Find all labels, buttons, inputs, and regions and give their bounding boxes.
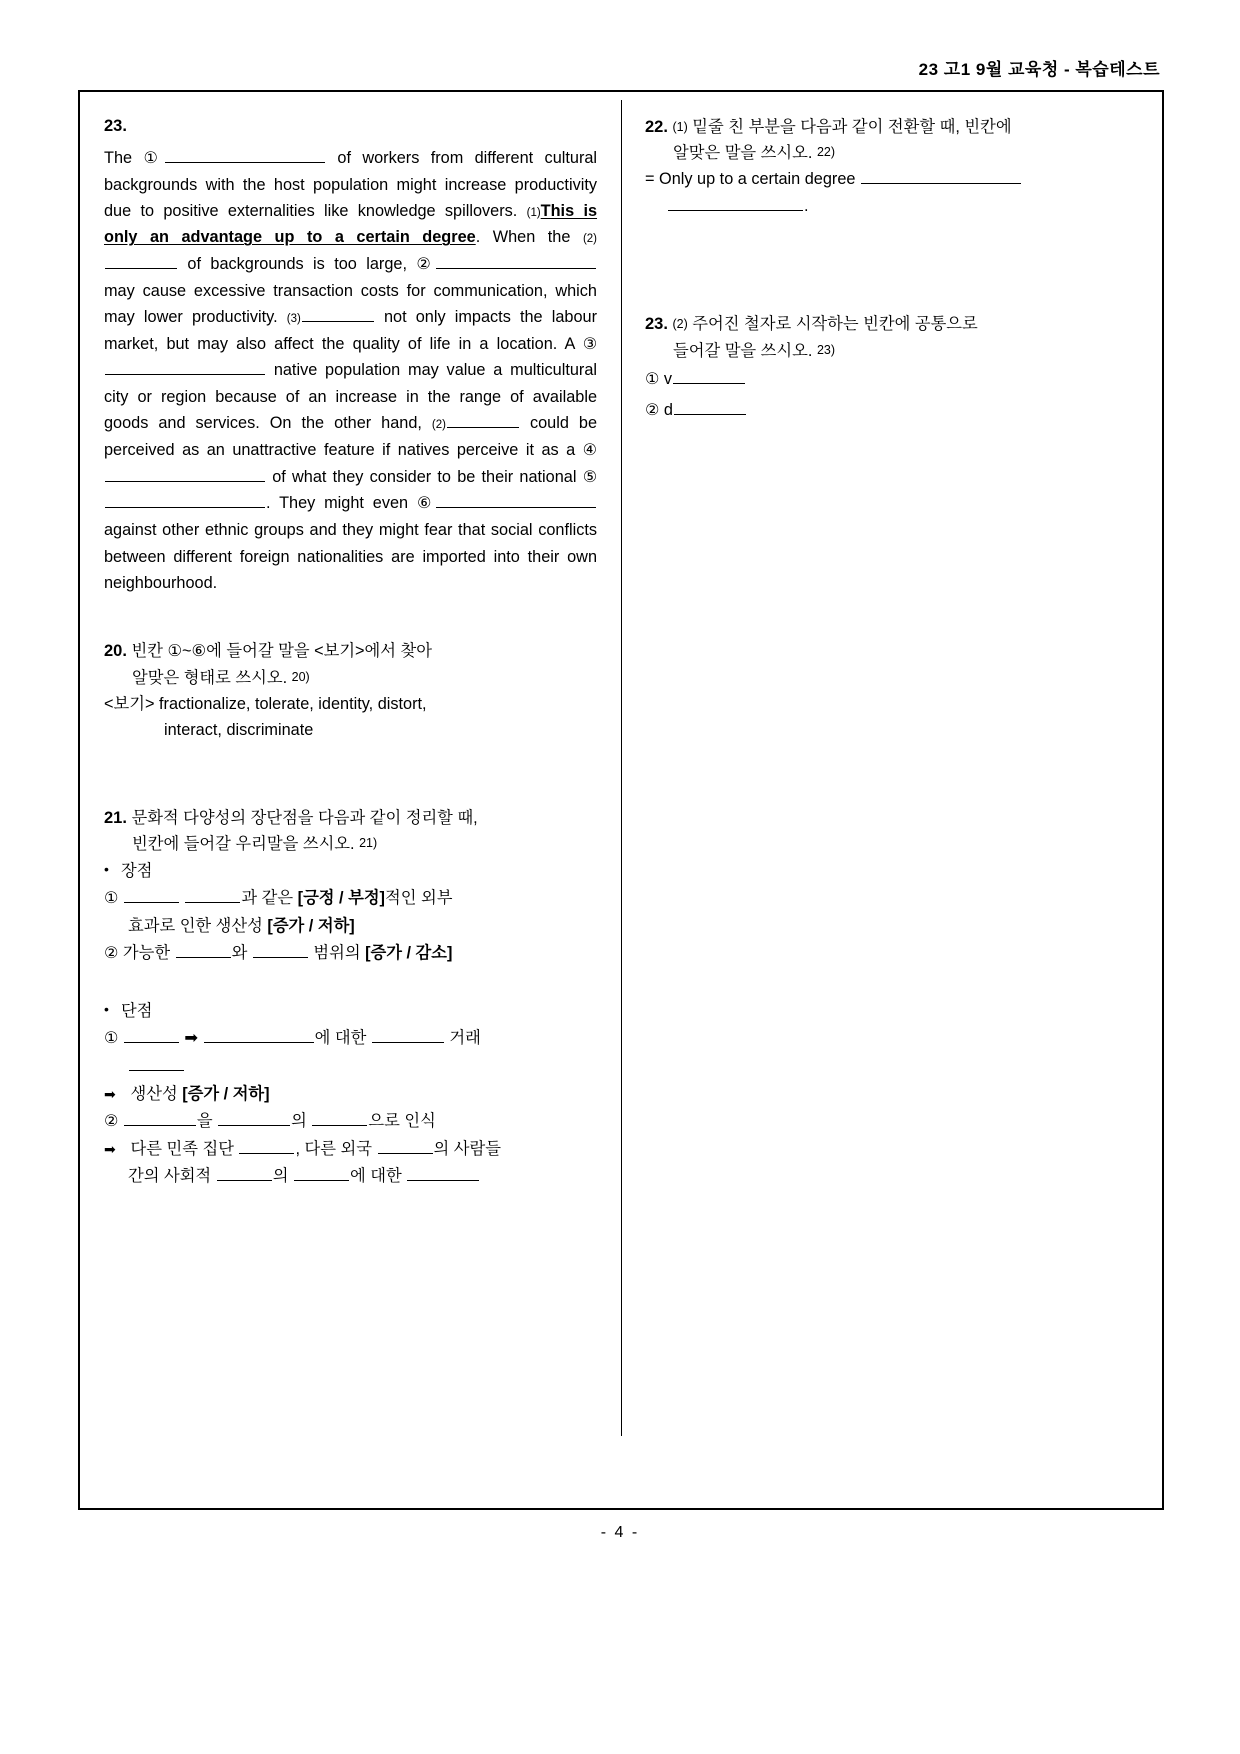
answer-blank-m2a[interactable] xyxy=(105,252,177,269)
answer-blank-6[interactable] xyxy=(436,491,596,508)
q23-answer-1-letter: v xyxy=(663,369,673,388)
cons-2-blank-f[interactable] xyxy=(217,1164,272,1181)
cons-2-text-f: 에 대한 xyxy=(349,1167,402,1186)
inline-marker-2b: (2) xyxy=(431,419,446,432)
question-23 xyxy=(645,311,1138,363)
pros-2-blank-b[interactable] xyxy=(253,941,308,958)
q22-answer-text: Only up to a certain degree xyxy=(659,170,856,189)
pros-item-2 xyxy=(104,940,597,968)
cons-2-blank-c[interactable] xyxy=(312,1109,367,1126)
passage-word-4: increase productivity due to positive externalities like xyxy=(104,175,597,221)
answer-blank-1[interactable] xyxy=(165,146,325,163)
q21-cons-group xyxy=(104,998,597,1191)
q23-answer-row-1 xyxy=(645,364,1138,396)
passage-word-15: native population may value a multicultural city or xyxy=(104,361,597,406)
q23-answer-area xyxy=(645,364,1138,428)
pros-1-blank-a[interactable] xyxy=(124,886,179,903)
q23-footnote-ref: 23) xyxy=(816,342,836,357)
circled-blank-3: ③ xyxy=(582,335,598,353)
cons-2-blank-g[interactable] xyxy=(294,1164,349,1181)
spacer xyxy=(645,281,1138,311)
q20-footnote-ref: 20) xyxy=(291,669,310,684)
question-21 xyxy=(104,805,597,857)
q20-text-1: 빈칸 ①~⑥에 들어갈 말을 <보기>에서 찾아 xyxy=(131,642,432,661)
cons-2-seg3: 으로 인식 xyxy=(368,1112,436,1131)
cons-item-1-sub xyxy=(104,1053,597,1080)
question-22 xyxy=(645,114,1138,166)
passage-word-17: available goods and services. On the other hand, xyxy=(104,387,598,433)
q23-line-1 xyxy=(645,311,1138,337)
cons-2-text-e: 의 xyxy=(272,1167,289,1186)
q22-footnote-ref: 22) xyxy=(816,145,836,160)
q21-text-1: 문화적 다양성의 장단점을 다음과 같이 정리할 때, xyxy=(131,809,478,828)
q23-text-2: 들어갈 말을 쓰시오. xyxy=(673,341,813,360)
page-number-footer: - 4 - xyxy=(600,1524,640,1541)
circled-blank-6: ⑥ xyxy=(416,495,436,513)
passage-word-6: . When the xyxy=(475,228,571,247)
pros-1-seg3: 적인 외부 xyxy=(384,888,453,907)
cons-1-seg2: 에 대한 xyxy=(314,1029,367,1048)
pros-item-2-marker: ② xyxy=(104,945,119,963)
q22-answer-blank-2[interactable] xyxy=(668,194,803,211)
passage-word-23: they might fear that social conflicts between different xyxy=(104,521,598,566)
cons-heading: • 단점 xyxy=(104,998,597,1025)
passage-word-7: of xyxy=(187,254,201,273)
q23-answer-row-2 xyxy=(645,395,1138,427)
answer-blank-m3[interactable] xyxy=(302,305,374,322)
cons-2-text-d: 간의 사회적 xyxy=(128,1167,212,1186)
pros-heading: • 장점 xyxy=(104,858,597,885)
bogi-words-2: interact, discriminate xyxy=(164,721,314,739)
q22-equals-sign: = xyxy=(645,170,655,189)
q22-sub-marker: (1) xyxy=(672,120,688,134)
passage-word-9: may xyxy=(104,281,135,300)
cons-2-result-line-2 xyxy=(104,1163,597,1190)
q21-footnote-ref: 21) xyxy=(359,836,378,851)
passage-word-22: against other ethnic groups and xyxy=(104,521,337,540)
answer-blank-m2b[interactable] xyxy=(447,411,519,428)
passage-word-20: of what they consider to be their national xyxy=(272,467,577,486)
q23-sub-marker: (2) xyxy=(672,317,688,332)
pros-item-1 xyxy=(104,885,597,913)
q21-pros-group xyxy=(104,858,597,969)
cons-1-blank-b[interactable] xyxy=(204,1026,314,1043)
answer-blank-4[interactable] xyxy=(105,464,265,481)
passage-word-5: knowledge spillovers. xyxy=(357,202,518,221)
inline-marker-1: (1) xyxy=(526,207,541,220)
q21-number: 21. xyxy=(104,809,127,828)
pros-1-sub-text: 효과로 인한 생산성 xyxy=(128,916,263,935)
passage-word-18: could be perceived as an unattractive xyxy=(104,414,598,459)
passage-word-16: region because of an increase in the range of xyxy=(160,387,524,406)
cons-1-blank-a[interactable] xyxy=(124,1026,179,1043)
reading-passage xyxy=(104,145,597,597)
cons-item-1 xyxy=(104,1025,597,1053)
spacer xyxy=(104,596,597,638)
q23-answer-2-letter: d xyxy=(663,401,673,420)
circled-blank-4: ④ xyxy=(582,441,598,459)
cons-2-text-c: 의 사람들 xyxy=(433,1139,501,1158)
q23-text-1: 주어진 철자로 시작하는 빈칸에 공통으로 xyxy=(692,315,978,334)
question-20 xyxy=(104,638,597,743)
answer-blank-3[interactable] xyxy=(105,358,265,375)
pros-2-seg3: 범위의 xyxy=(313,944,361,963)
q22-answer-blank-1[interactable] xyxy=(861,167,1021,184)
bogi-words-1: fractionalize, tolerate, identity, distort, xyxy=(159,694,427,713)
pros-2-option-1: [증가 / 감소] xyxy=(365,944,453,963)
spacer xyxy=(104,743,597,805)
passage-word-3: cultural backgrounds with the host population might xyxy=(104,148,598,194)
cons-1-result-text: 생산성 xyxy=(130,1084,178,1103)
q22-line-1 xyxy=(645,114,1138,140)
cons-2-text-a: 다른 민족 집단 xyxy=(130,1139,234,1158)
q22-line-2 xyxy=(645,140,1138,166)
content-frame xyxy=(78,90,1164,1510)
q20-number: 20. xyxy=(104,642,127,661)
q23-answer-2-blank[interactable] xyxy=(674,398,746,415)
passage-word-14: quality of life in a location. A xyxy=(352,334,575,353)
cons-item-2-marker: ② xyxy=(104,1113,119,1131)
passage-word-11: which may lower productivity. xyxy=(104,281,597,327)
pros-1-option-1: [긍정 / 부정] xyxy=(297,888,385,907)
circled-blank-1: ① xyxy=(143,149,165,167)
pros-item-1-sub xyxy=(104,913,597,940)
passage-word-21: . They might even xyxy=(266,494,409,513)
q20-text-2: 알맞은 형태로 쓰시오. xyxy=(132,668,288,687)
cons-2-blank-d[interactable] xyxy=(239,1137,294,1154)
q21-line-1 xyxy=(104,805,597,831)
cons-1-blank-c[interactable] xyxy=(372,1026,444,1043)
document-header-title: 23 고1 9월 교육청 - 복습테스트 xyxy=(918,60,1160,79)
pros-item-1-marker: ① xyxy=(104,889,119,907)
passage-number: 23. xyxy=(104,117,127,135)
q22-answer-area xyxy=(645,166,1138,219)
q22-text-1: 밑줄 친 부분을 다음과 같이 전환할 때, 빈칸에 xyxy=(692,118,1012,136)
q20-bogi-line-1 xyxy=(104,695,427,713)
cons-2-blank-a[interactable] xyxy=(124,1109,196,1126)
passage-word-2: of workers from different xyxy=(337,148,534,167)
q23-answer-1-marker: ① xyxy=(645,370,660,388)
cons-item-1-marker: ① xyxy=(104,1030,119,1048)
q23-number: 23. xyxy=(645,315,668,334)
q23-line-2 xyxy=(645,338,1138,364)
cons-2-blank-h[interactable] xyxy=(407,1164,479,1181)
cons-item-2 xyxy=(104,1108,597,1136)
cons-2-seg1: 을 xyxy=(196,1112,213,1131)
cons-1-blank-d[interactable] xyxy=(129,1054,184,1071)
pros-2-blank-a[interactable] xyxy=(176,941,231,958)
q21-text-2: 빈칸에 들어갈 우리말을 쓰시오. xyxy=(132,835,355,854)
cons-2-blank-b[interactable] xyxy=(218,1109,290,1126)
inline-marker-2: (2) xyxy=(582,233,597,246)
circled-blank-2: ② xyxy=(416,255,435,273)
q23-answer-1-blank[interactable] xyxy=(673,367,745,384)
cons-2-result-line-1 xyxy=(104,1136,597,1163)
cons-1-seg3: 거래 xyxy=(449,1029,481,1048)
right-column xyxy=(621,92,1162,1508)
spacer xyxy=(645,219,1138,281)
pros-1-blank-b[interactable] xyxy=(185,886,240,903)
circled-blank-5: ⑤ xyxy=(582,468,598,486)
q22-period: . xyxy=(804,196,809,215)
passage-word-10: cause excessive transaction costs for communication, xyxy=(142,281,548,300)
q22-text-2: 알맞은 말을 쓰시오. xyxy=(673,144,813,163)
cons-2-blank-e[interactable] xyxy=(378,1137,433,1154)
spacer xyxy=(104,968,597,998)
cons-1-result xyxy=(104,1081,597,1108)
cons-1-result-option: [증가 / 저하] xyxy=(182,1084,270,1103)
cons-1-arrow-icon: ➡ xyxy=(184,1029,199,1048)
cons-2-text-b: , 다른 외국 xyxy=(295,1139,372,1158)
cons-2-seg2: 의 xyxy=(291,1112,307,1131)
inline-marker-3: (3) xyxy=(286,313,301,326)
q20-line-1 xyxy=(104,638,597,664)
passage-word-1: The xyxy=(104,148,133,167)
answer-blank-2[interactable] xyxy=(436,252,596,269)
passage-word-25: neighbourhood. xyxy=(104,574,218,593)
passage-word-19: feature if natives perceive it as a xyxy=(323,440,576,459)
answer-blank-5[interactable] xyxy=(105,491,265,508)
bogi-label: <보기> xyxy=(104,694,155,713)
q20-line-2 xyxy=(104,665,597,691)
pros-2-seg2: 와 xyxy=(231,944,248,963)
q21-line-2 xyxy=(104,831,597,857)
q23-answer-2-marker: ② xyxy=(645,402,660,420)
passage-word-12: not only xyxy=(383,308,446,327)
passage-word-13: impacts the labour market, but may also affect the xyxy=(104,308,597,353)
left-column xyxy=(80,92,621,1508)
passage-word-24: foreign nationalities are imported into their own xyxy=(239,547,597,566)
q22-number: 22. xyxy=(645,118,668,136)
pros-2-seg1: 가능한 xyxy=(122,944,171,963)
underlined-phrase: This is only an advantage up to a certain degree xyxy=(104,202,598,247)
pros-1-option-2: [증가 / 저하] xyxy=(267,916,355,935)
pros-1-seg2: 과 같은 xyxy=(241,888,294,907)
passage-word-8: backgrounds is too large, xyxy=(210,254,407,273)
